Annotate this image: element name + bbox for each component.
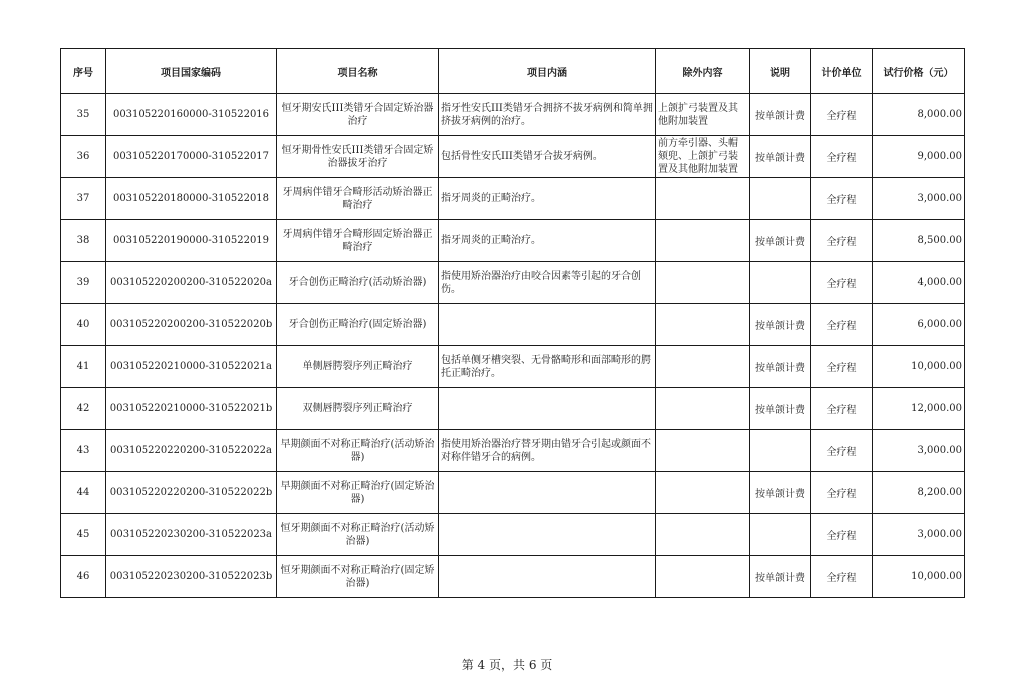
table-row — [61, 304, 965, 346]
cell-content — [439, 514, 656, 556]
cell-note: 按单颌计费 — [750, 220, 811, 262]
cell-note — [750, 514, 811, 556]
table-row — [61, 178, 965, 220]
cell-name: 单侧唇腭裂序列正畸治疗 — [277, 346, 439, 388]
cell-excluded — [656, 388, 750, 430]
table-row — [61, 556, 965, 598]
cell-content — [439, 304, 656, 346]
table-row — [61, 94, 965, 136]
header-seq: 序号 — [61, 49, 106, 94]
header-note: 说明 — [750, 49, 811, 94]
cell-note: 按单颌计费 — [750, 388, 811, 430]
cell-note — [750, 262, 811, 304]
cell-code: 003105220180000-310522018 — [106, 178, 277, 220]
cell-code: 003105220220200-310522022b — [106, 472, 277, 514]
cell-name: 牙合创伤正畸治疗(固定矫治器) — [277, 304, 439, 346]
cell-price: 8,200.00 — [873, 472, 965, 514]
cell-unit: 全疗程 — [811, 388, 873, 430]
cell-unit: 全疗程 — [811, 514, 873, 556]
cell-content — [439, 472, 656, 514]
cell-name: 牙周病伴错牙合畸形固定矫治器正畸治疗 — [277, 220, 439, 262]
price-table — [60, 48, 965, 598]
cell-price: 3,000.00 — [873, 430, 965, 472]
cell-seq: 35 — [61, 94, 106, 136]
cell-name: 恒牙期安氏III类错牙合固定矫治器治疗 — [277, 94, 439, 136]
cell-content — [439, 388, 656, 430]
cell-name: 恒牙期颜面不对称正畸治疗(固定矫治器) — [277, 556, 439, 598]
cell-excluded — [656, 556, 750, 598]
cell-content: 包括单侧牙槽突裂、无骨骼畸形和面部畸形的腭托正畸治疗。 — [439, 346, 656, 388]
cell-price: 6,000.00 — [873, 304, 965, 346]
cell-code: 003105220210000-310522021a — [106, 346, 277, 388]
cell-code: 003105220220200-310522022a — [106, 430, 277, 472]
cell-unit: 全疗程 — [811, 472, 873, 514]
cell-code: 003105220230200-310522023a — [106, 514, 277, 556]
cell-price: 3,000.00 — [873, 514, 965, 556]
cell-excluded — [656, 262, 750, 304]
cell-name: 恒牙期骨性安氏III类错牙合固定矫治器拔牙治疗 — [277, 136, 439, 178]
cell-excluded — [656, 304, 750, 346]
table-row — [61, 262, 965, 304]
cell-excluded: 上颌扩弓装置及其他附加装置 — [656, 94, 750, 136]
cell-price: 8,000.00 — [873, 94, 965, 136]
cell-unit: 全疗程 — [811, 94, 873, 136]
cell-note — [750, 178, 811, 220]
header-name: 项目名称 — [277, 49, 439, 94]
cell-unit: 全疗程 — [811, 262, 873, 304]
cell-code: 003105220170000-310522017 — [106, 136, 277, 178]
table-header-row — [61, 49, 965, 94]
cell-unit: 全疗程 — [811, 220, 873, 262]
cell-content: 指使用矫治器治疗替牙期由错牙合引起或颜面不对称伴错牙合的病例。 — [439, 430, 656, 472]
cell-seq: 45 — [61, 514, 106, 556]
cell-seq: 36 — [61, 136, 106, 178]
cell-content: 包括骨性安氏III类错牙合拔牙病例。 — [439, 136, 656, 178]
cell-note: 按单颌计费 — [750, 304, 811, 346]
cell-excluded — [656, 220, 750, 262]
cell-unit: 全疗程 — [811, 430, 873, 472]
table-row — [61, 514, 965, 556]
cell-seq: 40 — [61, 304, 106, 346]
cell-seq: 38 — [61, 220, 106, 262]
cell-name: 恒牙期颜面不对称正畸治疗(活动矫治器) — [277, 514, 439, 556]
cell-excluded: 前方牵引器、头帽颏兜、上颌扩弓装置及其他附加装置 — [656, 136, 750, 178]
cell-content: 指牙周炎的正畸治疗。 — [439, 220, 656, 262]
cell-seq: 42 — [61, 388, 106, 430]
cell-seq: 39 — [61, 262, 106, 304]
cell-content: 指牙周炎的正畸治疗。 — [439, 178, 656, 220]
cell-code: 003105220200200-310522020b — [106, 304, 277, 346]
cell-excluded — [656, 178, 750, 220]
cell-note: 按单颌计费 — [750, 136, 811, 178]
cell-content: 指牙性安氏III类错牙合拥挤不拔牙病例和简单拥挤拔牙病例的治疗。 — [439, 94, 656, 136]
cell-code: 003105220160000-310522016 — [106, 94, 277, 136]
table-row — [61, 472, 965, 514]
cell-note: 按单颌计费 — [750, 472, 811, 514]
table-row — [61, 430, 965, 472]
page-footer: 第 4 页，共 6 页 — [461, 658, 553, 672]
header-price: 试行价格（元） — [873, 49, 965, 94]
cell-code: 003105220190000-310522019 — [106, 220, 277, 262]
cell-name: 早期颜面不对称正畸治疗(固定矫治器) — [277, 472, 439, 514]
table-row — [61, 388, 965, 430]
cell-price: 12,000.00 — [873, 388, 965, 430]
cell-excluded — [656, 430, 750, 472]
cell-content — [439, 556, 656, 598]
cell-note: 按单颌计费 — [750, 556, 811, 598]
cell-seq: 37 — [61, 178, 106, 220]
cell-price: 10,000.00 — [873, 346, 965, 388]
cell-seq: 44 — [61, 472, 106, 514]
cell-name: 早期颜面不对称正畸治疗(活动矫治器) — [277, 430, 439, 472]
cell-price: 4,000.00 — [873, 262, 965, 304]
cell-content: 指使用矫治器治疗由咬合因素等引起的牙合创伤。 — [439, 262, 656, 304]
cell-price: 3,000.00 — [873, 178, 965, 220]
cell-name: 牙合创伤正畸治疗(活动矫治器) — [277, 262, 439, 304]
header-content: 项目内涵 — [439, 49, 656, 94]
cell-excluded — [656, 514, 750, 556]
cell-unit: 全疗程 — [811, 346, 873, 388]
cell-note — [750, 430, 811, 472]
cell-seq: 46 — [61, 556, 106, 598]
cell-name: 双侧唇腭裂序列正畸治疗 — [277, 388, 439, 430]
table-row — [61, 220, 965, 262]
cell-name: 牙周病伴错牙合畸形活动矫治器正畸治疗 — [277, 178, 439, 220]
cell-seq: 41 — [61, 346, 106, 388]
cell-excluded — [656, 472, 750, 514]
table-row — [61, 346, 965, 388]
cell-excluded — [656, 346, 750, 388]
header-code: 项目国家编码 — [106, 49, 277, 94]
cell-unit: 全疗程 — [811, 304, 873, 346]
cell-code: 003105220210000-310522021b — [106, 388, 277, 430]
header-unit: 计价单位 — [811, 49, 873, 94]
cell-price: 10,000.00 — [873, 556, 965, 598]
cell-note: 按单颌计费 — [750, 346, 811, 388]
cell-note: 按单颌计费 — [750, 94, 811, 136]
cell-price: 8,500.00 — [873, 220, 965, 262]
cell-unit: 全疗程 — [811, 178, 873, 220]
cell-unit: 全疗程 — [811, 556, 873, 598]
cell-code: 003105220200200-310522020a — [106, 262, 277, 304]
cell-code: 003105220230200-310522023b — [106, 556, 277, 598]
cell-seq: 43 — [61, 430, 106, 472]
cell-price: 9,000.00 — [873, 136, 965, 178]
table-row — [61, 136, 965, 178]
cell-unit: 全疗程 — [811, 136, 873, 178]
header-excluded: 除外内容 — [656, 49, 750, 94]
